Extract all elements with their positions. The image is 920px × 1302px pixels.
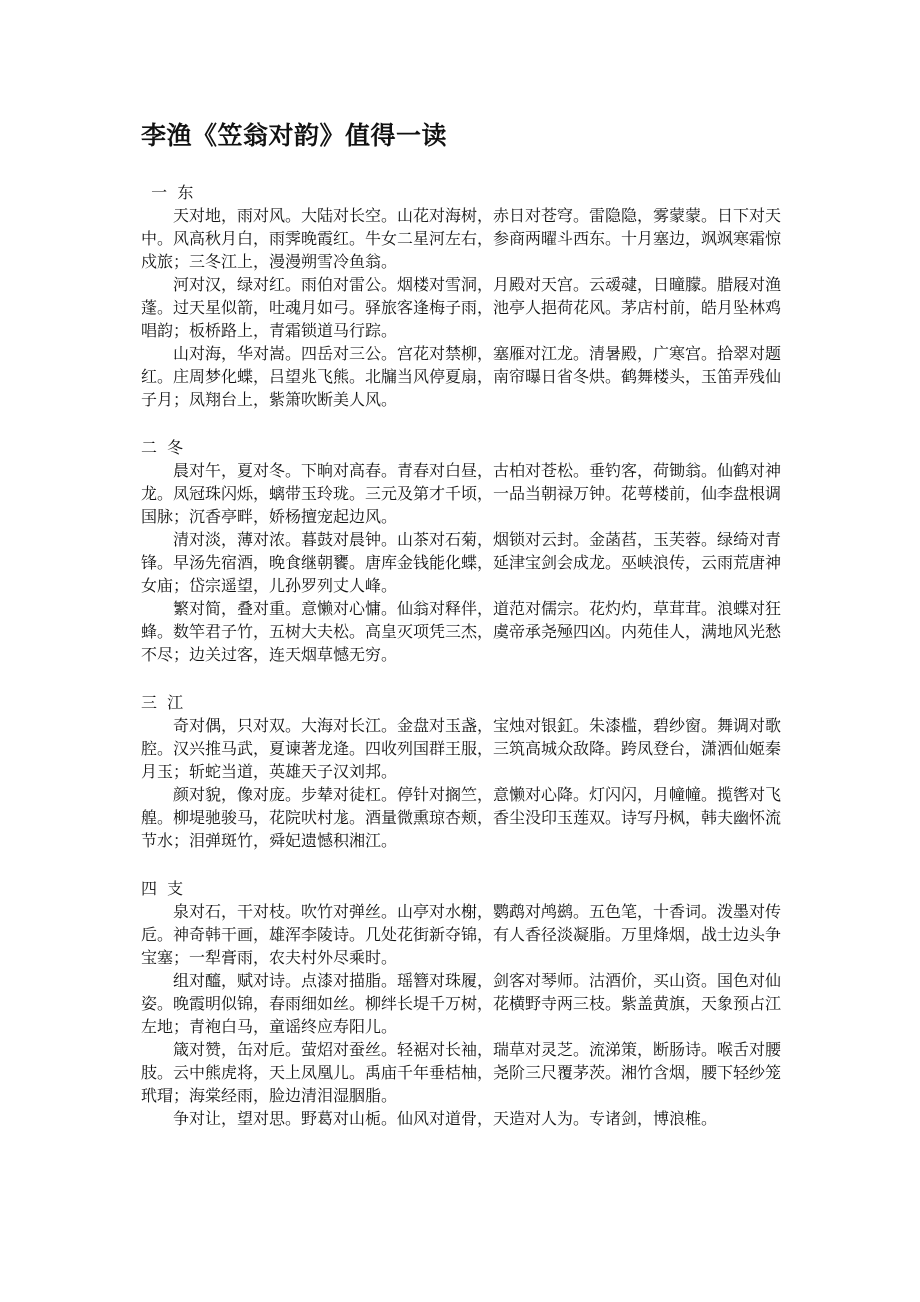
paragraph: 清对淡，薄对浓。暮鼓对晨钟。山茶对石菊，烟锁对云封。金菡萏，玉芙蓉。绿绮对青锋。早汤先宿酒，晚食继朝饔。唐库金钱能化蝶，延津宝剑会成龙。巫峡浪传，云雨荒唐神女庙；岱宗遥望，儿孙罗列丈人峰。 <box>141 530 782 595</box>
paragraph: 组对醯，赋对诗。点漆对描脂。瑶簪对珠履，剑客对琴师。沽酒价，买山资。国色对仙姿。晚霞明似锦，春雨细如丝。柳绊长堤千万树，花横野寺两三枝。紫盖黄旗，天象预占江左地；青袍白马，童谣终应寿阳儿。 <box>141 971 782 1036</box>
paragraph: 箴对赞，缶对卮。萤炤对蚕丝。轻裾对长袖，瑞草对灵芝。流涕策，断肠诗。喉舌对腰肢。云中熊虎将，天上凤凰儿。禹庙千年垂桔柚，尧阶三尺覆茅茨。湘竹含烟，腰下轻纱笼玳瑁；海棠经雨，脸边清泪湿胭脂。 <box>141 1040 782 1105</box>
document-page <box>141 118 781 1155</box>
section-heading: 一 东 <box>141 183 194 202</box>
paragraph: 泉对石，干对枝。吹竹对弹丝。山亭对水榭，鹦鹉对鸬鹚。五色笔，十香词。泼墨对传卮。神奇韩干画，雄浑李陵诗。几处花街新夺锦，有人香径淡凝脂。万里烽烟，战士边头争宝塞；一犁膏雨，农夫村外尽乘时。 <box>141 902 782 967</box>
section-heading: 三 江 <box>141 693 184 712</box>
section-dong-winter <box>141 436 781 666</box>
paragraph: 河对汉，绿对红。雨伯对雷公。烟楼对雪洞，月殿对天宫。云叆叇，日曈朦。腊屐对渔蓬。过天星似箭，吐魂月如弓。驿旅客逢梅子雨，池亭人挹荷花风。茅店村前，皓月坠林鸡唱韵；板桥路上，青霜锁道马行踪。 <box>141 275 782 340</box>
paragraph: 奇对偶，只对双。大海对长江。金盘对玉盏，宝烛对银釭。朱漆槛，碧纱窗。舞调对歌腔。汉兴推马武，夏谏著龙逄。四收列国群王服，三筑高城众敌降。跨凤登台，潇洒仙姬秦月玉；斩蛇当道，英雄天子汉刘邦。 <box>141 716 782 781</box>
section-dong <box>141 181 781 411</box>
section-zhi <box>141 877 781 1130</box>
paragraph: 颜对貌，像对庞。步辇对徒杠。停针对搁竺，意懒对心降。灯闪闪，月幢幢。揽辔对飞艎。柳堤驰骏马，花院吠村尨。酒量微熏琼杏颊，香尘没印玉莲双。诗写丹枫，韩夫幽怀流节水；泪弹斑竹，舜妃遗憾积湘江。 <box>141 785 782 850</box>
paragraph: 繁对简，叠对重。意懒对心慵。仙翁对释伴，道范对儒宗。花灼灼，草茸茸。浪蝶对狂蜂。数竿君子竹，五树大夫松。高皇灭项凭三杰，虞帝承尧殛四凶。内苑佳人，满地风光愁不尽；边关过客，连天烟草憾无穷。 <box>141 599 782 664</box>
paragraph: 晨对午，夏对冬。下晌对高春。青春对白昼，古柏对苍松。垂钓客，荷锄翁。仙鹤对神龙。凤冠珠闪烁，螭带玉玲珑。三元及第才千顷，一品当朝禄万钟。花萼楼前，仙李盘根调国脉；沉香亭畔，娇杨擅宠起边风。 <box>141 461 782 526</box>
paragraph: 争对让，望对思。野葛对山栀。仙风对道骨，天造对人为。专诸剑，博浪椎。 <box>173 1109 718 1128</box>
section-heading: 二 冬 <box>141 438 184 457</box>
document-title: 李渔《笠翁对韵》值得一读 <box>141 121 448 150</box>
paragraph: 山对海，华对嵩。四岳对三公。宫花对禁柳，塞雁对江龙。清暑殿，广寒宫。拾翠对题红。庄周梦化蝶，吕望兆飞熊。北牖当风停夏扇，南帘曝日省冬烘。鹤舞楼头，玉笛弄残仙子月；凤翔台上，紫箫吹断美人风。 <box>141 344 782 409</box>
paragraph: 天对地，雨对风。大陆对长空。山花对海树，赤日对苍穹。雷隐隐，雾蒙蒙。日下对天中。风高秋月白，雨霁晚霞红。牛女二星河左右，参商两曜斗西东。十月塞边，飒飒寒霜惊戍旅；三冬江上，漫漫朔雪冷鱼翁。 <box>141 206 782 271</box>
section-heading: 四 支 <box>141 879 184 898</box>
section-jiang <box>141 691 781 852</box>
